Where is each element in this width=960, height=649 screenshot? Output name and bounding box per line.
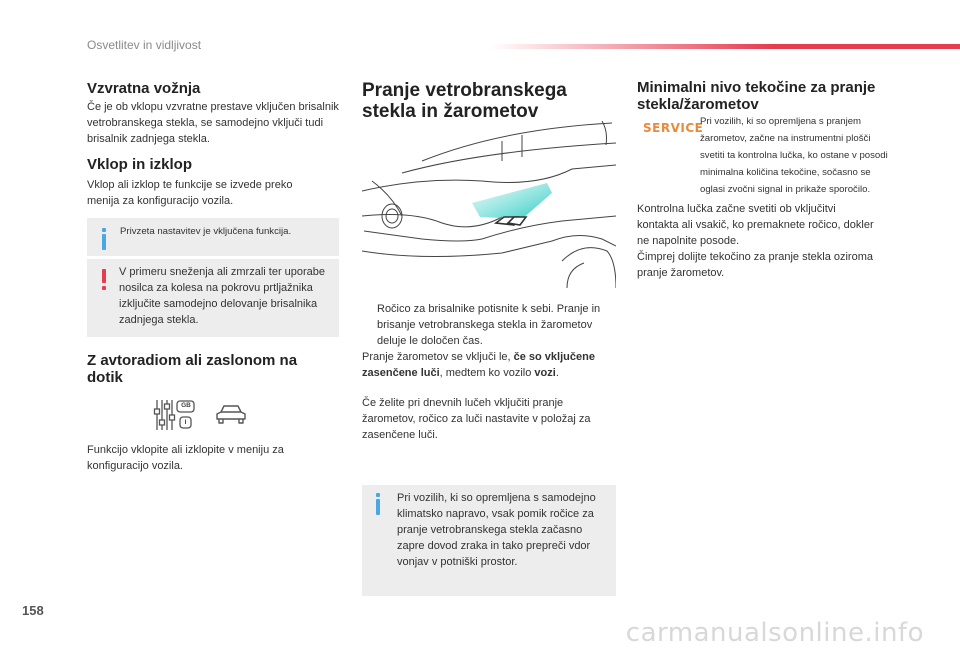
warning-text: V primeru sneženja ali zmrzali ter uporabe nosilca za kolesa na pokrovu prtljažnika izključite samodejno delovanje brisalnika zadnjega stekla. xyxy=(119,266,326,326)
para-pre: Pranje žarometov se vključi le, xyxy=(362,351,511,363)
touch-text: Funkcijo vklopite ali izklopite v meniju za konfiguracijo vozila. xyxy=(87,444,284,472)
headlamp-wash-illustration xyxy=(362,121,616,288)
section-title-reverse: Vzvratna vožnja xyxy=(87,80,201,97)
service-note: Pri vozilih, ki so opremljena s pranjem žarometov, začne na instrumentni plošči svetiti ta kontrolna lučka, ko ostane v posodi minimalna količina tekočine, sočasno se oglasi zvočni signal in prikaže sporočilo. xyxy=(700,116,888,195)
info-badge: I xyxy=(184,419,187,426)
watermark: carmanualsonline.info xyxy=(625,618,924,648)
warning-icon xyxy=(102,269,106,283)
info-box-default xyxy=(87,218,339,256)
para-bold: če so vključene zasenčene luči xyxy=(362,351,595,379)
section-title-fluid: Minimalni nivo tekočine za pranje stekla/žarometov xyxy=(637,79,876,113)
running-header: Osvetlitev in vidljivost xyxy=(87,38,202,52)
wash-paragraph xyxy=(362,349,616,381)
reverse-text: Če je ob vklopu vzvratne prestave vključen brisalnik vetrobranskega stekla, se samodejno vključi tudi brisalnik zadnjega stekla. xyxy=(87,101,339,145)
fluid-text-2: Čimprej dolijte tekočino za pranje stekla oziroma pranje žarometov. xyxy=(637,251,873,279)
section-title-wash: Pranje vetrobranskega stekla in žarometov xyxy=(362,80,567,122)
climate-info-text: Pri vozilih, ki so opremljena s samodejno klimatsko napravo, vsak pomik ročice za pranje vetrobranskega stekla začasno zapre dovod zraka in tako prepreči vdor vonjav v potniški prostor. xyxy=(397,492,596,568)
info-icon xyxy=(102,234,106,250)
settings-sliders-icon xyxy=(153,396,198,434)
para-end: . xyxy=(555,367,559,379)
language-badge: GB xyxy=(181,402,191,409)
onoff-text: Vklop ali izklop te funkcije se izvede preko menija za konfiguracijo vozila. xyxy=(87,179,293,207)
service-warning-icon: SERVICE xyxy=(643,121,704,135)
info-default-text: Privzeta nastavitev je vključena funkcija. xyxy=(120,226,292,237)
wash-bullet-text: Ročico za brisalnike potisnite k sebi. Pranje in brisanje vetrobranskega stekla in žarometov deluje le določen čas. xyxy=(377,303,601,347)
info-box-climate xyxy=(362,485,616,596)
fluid-text-1: Kontrolna lučka začne svetiti ob vključitvi kontakta ali vsakič, ko premaknete ročico, dokler ne napolnite posode. xyxy=(637,203,874,247)
wash-bullet xyxy=(362,301,616,349)
para-mid: , medtem ko vozilo xyxy=(439,367,532,379)
warning-box xyxy=(87,259,339,337)
section-title-touch: Z avtoradiom ali zaslonom na dotik xyxy=(87,352,298,386)
header-accent-line xyxy=(490,44,960,49)
page-number: 158 xyxy=(22,603,44,618)
car-icon xyxy=(214,403,248,427)
info-icon xyxy=(376,499,380,515)
wash-paragraph-2: Če želite pri dnevnih lučeh vključiti pranje žarometov, ročico za luči nastavite v položaj za zasenčene luči. xyxy=(362,397,591,441)
section-title-onoff: Vklop in izklop xyxy=(87,156,193,173)
para-bold2: vozi xyxy=(534,367,556,379)
